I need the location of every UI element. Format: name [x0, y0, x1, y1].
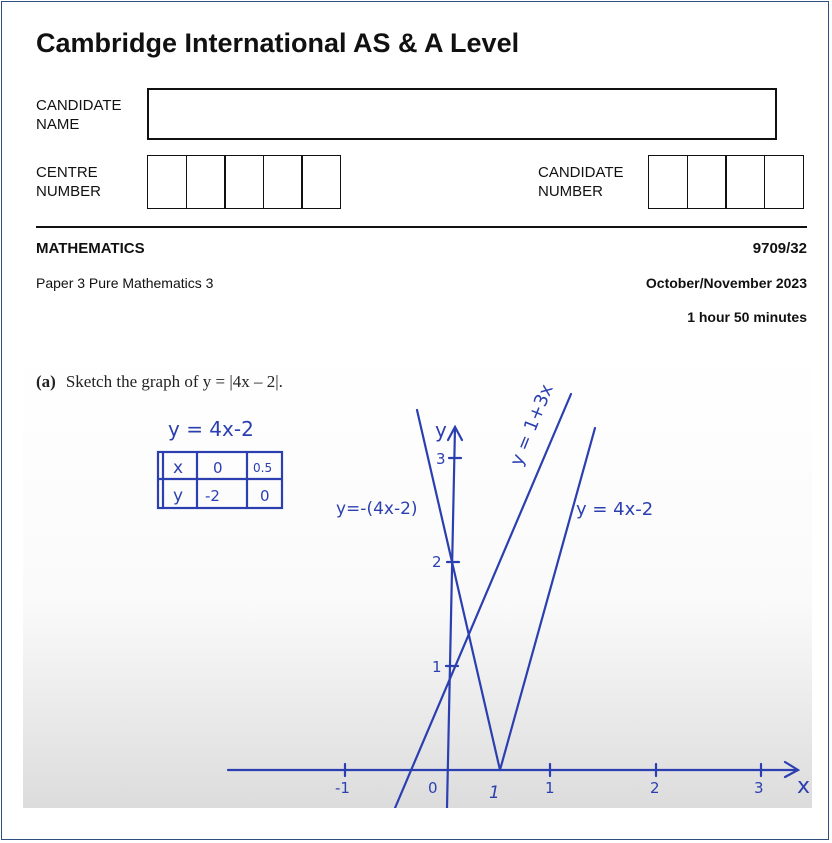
y-axis-label: y	[435, 418, 447, 442]
question-text: Sketch the graph of y = |4x – 2|.	[65, 372, 283, 391]
y-tick-label: 2	[432, 553, 442, 571]
centre-number-label: CENTRE NUMBER	[36, 164, 102, 200]
centre-number-digit[interactable]	[224, 155, 264, 209]
x-tick-label: 3	[754, 779, 764, 797]
candidate-number-digit[interactable]	[725, 155, 765, 209]
centre-number-digit[interactable]	[186, 155, 226, 209]
candidate-number-digit[interactable]	[687, 155, 727, 209]
header-divider	[36, 226, 807, 228]
table-cell: 0	[213, 459, 223, 477]
table-title: y = 4x-2	[168, 417, 254, 441]
y-tick-label: 3	[436, 450, 446, 468]
exam-session: October/November 2023	[645, 275, 807, 291]
sketch-area	[23, 352, 812, 808]
table-cell: y	[173, 486, 184, 506]
table-cell: x	[173, 458, 184, 478]
x-tick-label: 2	[650, 779, 660, 797]
candidate-number-label: CANDIDATE NUMBER	[538, 164, 624, 200]
x-axis-label: x	[797, 774, 811, 799]
question-part-letter: (a)	[36, 372, 56, 391]
centre-number-digit[interactable]	[263, 155, 303, 209]
syllabus-code: 9709/32	[752, 240, 807, 257]
centre-number-digit[interactable]	[147, 155, 187, 209]
line-label-4x-minus-2: y = 4x-2	[576, 499, 654, 520]
paper-shading	[23, 352, 812, 808]
candidate-number-digit[interactable]	[648, 155, 688, 209]
table-cell: 0	[260, 487, 270, 505]
centre-number-digit[interactable]	[301, 155, 341, 209]
table-cell: -2	[205, 487, 220, 505]
candidate-number-digit[interactable]	[764, 155, 804, 209]
exam-duration: 1 hour 50 minutes	[687, 309, 807, 325]
exam-board-title: Cambridge International AS & A Level	[36, 28, 520, 58]
paper-title: Paper 3 Pure Mathematics 3	[36, 275, 214, 291]
table-cell: 0.5	[253, 461, 273, 475]
x-tick-label: 1	[545, 779, 555, 797]
handwritten-sketch	[23, 352, 812, 808]
x-tick-label: -1	[335, 779, 350, 797]
subject-name: MATHEMATICS	[36, 240, 145, 257]
x-tick-label: 0	[428, 779, 438, 797]
question-prompt	[36, 372, 283, 392]
candidate-name-label: CANDIDATE NAME	[36, 97, 122, 133]
candidate-number-boxes	[648, 155, 804, 209]
candidate-name-field[interactable]	[147, 88, 777, 140]
x-tick-label: 1	[489, 783, 500, 803]
centre-number-boxes	[147, 155, 341, 209]
line-label-negative: y=-(4x-2)	[336, 499, 418, 519]
y-tick-label: 1	[432, 658, 442, 676]
line-label-1-plus-3x: y = 1+3x	[506, 381, 558, 469]
